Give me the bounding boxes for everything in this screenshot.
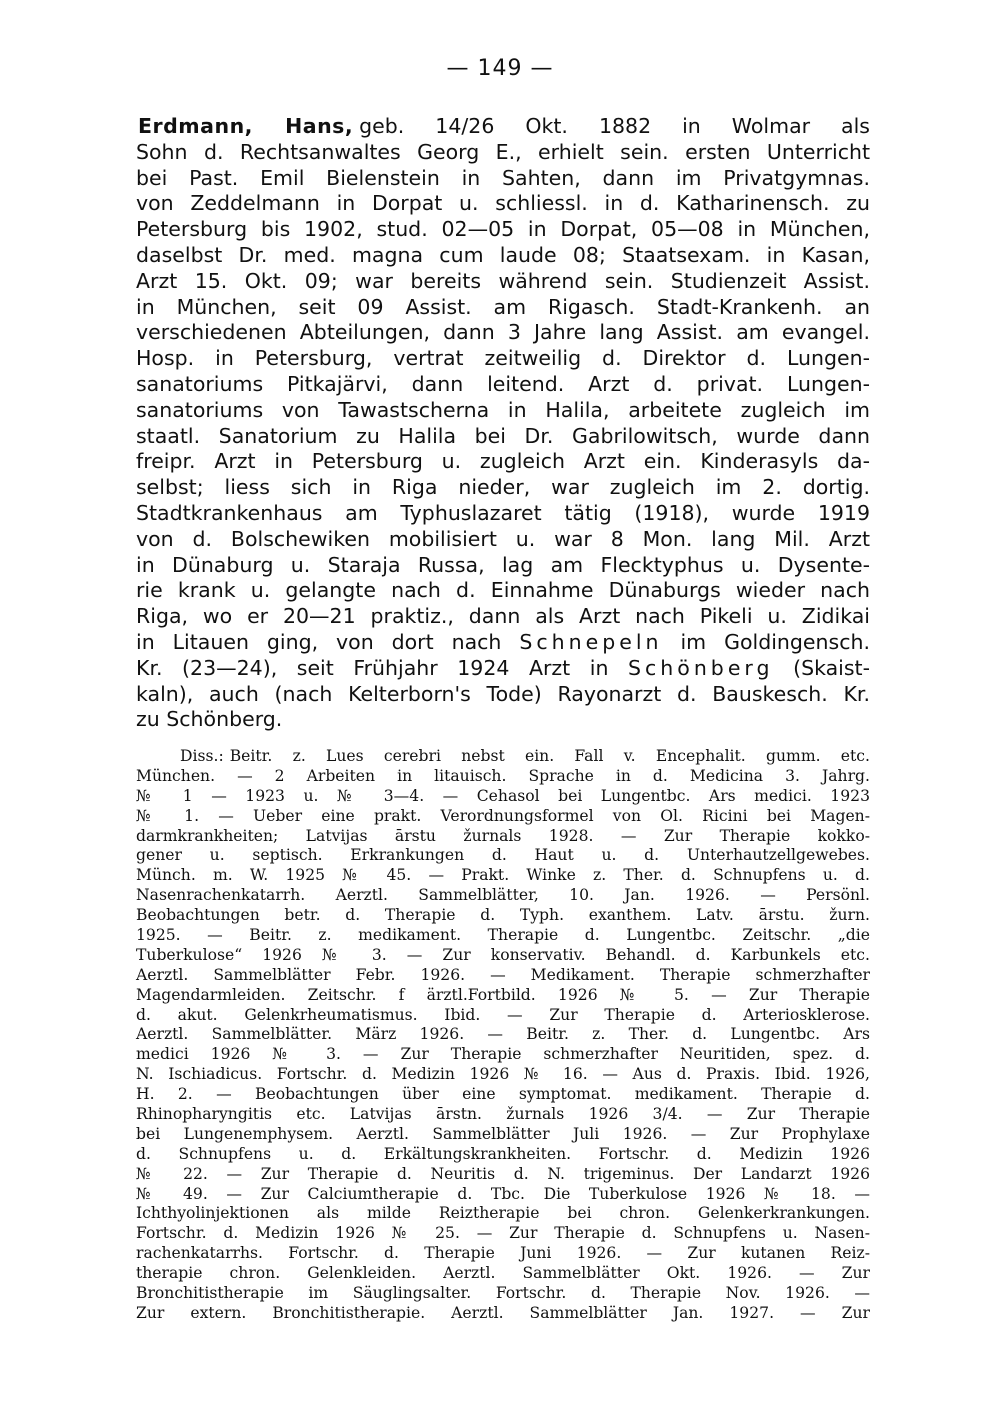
biography-line: Hosp. in Petersburg, vertrat zeitweilig d. Direktor d. Lungen- xyxy=(136,346,870,371)
biography-line-text: (Skaist- xyxy=(793,655,870,680)
dissertation-line: medici 1926 № 3. — Zur Therapie schmerzhafter Neuritiden, spez. d. xyxy=(136,1045,870,1064)
biography-line: sanatoriums Pitkajärvi, dann leitend. Arzt d. privat. Lungen- xyxy=(136,371,870,396)
biography-line-text: geb. 14/26 Okt. 1882 in Wolmar als xyxy=(359,114,870,138)
dissertation-line: Fortschr. d. Medizin 1926 № 25. — Zur Therapie d. Schnupfens u. Nasen- xyxy=(136,1224,870,1243)
biography-line-text: in Litauen ging, von dort nach xyxy=(136,629,502,654)
dissertation-line: № 1 — 1923 u. № 3—4. — Cehasol bei Lungentbc. Ars medici. 1923 xyxy=(136,786,870,805)
dissertation-line: München. — 2 Arbeiten in litauisch. Sprache in d. Medicina 3. Jahrg. xyxy=(136,766,870,785)
dissertation-line: Magendarmleiden. Zeitschr. f ärztl.Fortbild. 1926 № 5. — Zur Therapie xyxy=(136,985,870,1004)
dissertation-line: d. Schnupfens u. d. Erkältungskrankheiten. Fortschr. d. Medizin 1926 xyxy=(136,1144,870,1163)
dissertation-line: bei Lungenemphysem. Aerztl. Sammelblätter Juli 1926. — Zur Prophylaxe xyxy=(136,1124,870,1143)
dissertation-line: rachenkatarrhs. Fortschr. d. Therapie Juni 1926. — Zur kutanen Reiz- xyxy=(136,1244,870,1263)
dissertation-line: Beobachtungen betr. d. Therapie d. Typh. exanthem. Latv. ārstu. žurn. xyxy=(136,906,870,925)
biography-line: selbst; liess sich in Riga nieder, war zugleich im 2. dortig. xyxy=(136,475,870,500)
person-name: Erdmann, Hans, xyxy=(138,114,354,138)
dissertation-line: № 22. — Zur Therapie d. Neuritis d. N. trigeminus. Der Landarzt 1926 xyxy=(136,1164,870,1183)
biography-line: kaln), auch (nach Kelterborn's Tode) Rayonarzt d. Bauskesch. Kr. xyxy=(136,681,870,706)
biography-line: daselbst Dr. med. magna cum laude 08; Staatsexam. in Kasan, xyxy=(136,242,870,267)
dissertation-line: № 49. — Zur Calciumtherapie d. Tbc. Die Tuberkulose 1926 № 18. — xyxy=(136,1184,870,1203)
biography-line: rie krank u. gelangte nach d. Einnahme Dünaburgs wieder nach xyxy=(136,578,870,603)
place-name-spaced: Schönberg xyxy=(628,655,774,680)
dissertation-line-text: Beitr. z. Lues cerebri nebst ein. Fall v. Encephalit. gumm. etc. xyxy=(229,747,870,765)
dissertation-label: Diss.: xyxy=(180,747,224,765)
biography-line: in München, seit 09 Assist. am Rigasch. Stadt-Krankenh. an xyxy=(136,294,870,319)
biography-line: in Dünaburg u. Staraja Russa, lag am Flecktyphus u. Dysente- xyxy=(136,552,870,577)
dissertation-line xyxy=(136,747,870,767)
biography-line: staatl. Sanatorium zu Halila bei Dr. Gabrilowitsch, wurde dann xyxy=(136,423,870,448)
dissertation-section xyxy=(136,747,870,1324)
biography-line: Arzt 15. Okt. 09; war bereits während sein. Studienzeit Assist. xyxy=(136,268,870,293)
biography-line: verschiedenen Abteilungen, dann 3 Jahre lang Assist. am evangel. xyxy=(136,320,870,345)
dissertation-line: therapie chron. Gelenkleiden. Aerztl. Sammelblätter Okt. 1926. — Zur xyxy=(136,1264,870,1283)
biography-line-text: im Goldingensch. xyxy=(680,629,870,654)
biography-line-text: Kr. (23—24), seit Frühjahr 1924 Arzt in xyxy=(136,655,609,680)
dissertation-line: Nasenrachenkatarrh. Aerztl. Sammelblätter, 10. Jan. 1926. — Persönl. xyxy=(136,886,870,905)
dissertation-line: Zur extern. Bronchitistherapie. Aerztl. Sammelblätter Jan. 1927. — Zur xyxy=(136,1303,870,1322)
biography-line: bei Past. Emil Bielenstein in Sahten, dann im Privatgymnas. xyxy=(136,165,870,190)
place-name-spaced: Schnepeln xyxy=(519,629,663,654)
biography-line: Sohn d. Rechtsanwaltes Georg E., erhielt sein. ersten Unterricht xyxy=(136,139,870,164)
biography-line: freipr. Arzt in Petersburg u. zugleich Arzt ein. Kinderasyls da- xyxy=(136,449,870,474)
dissertation-line: 1925. — Beitr. z. medikament. Therapie d. Lungentbc. Zeitschr. „die xyxy=(136,926,870,945)
biography-line: zu Schönberg. xyxy=(136,707,283,732)
biography-line: Petersburg bis 1902, stud. 02—05 in Dorpat, 05—08 in München, xyxy=(136,217,870,242)
biography-line xyxy=(136,656,870,682)
biography-line: Stadtkrankenhaus am Typhuslazaret tätig (1918), wurde 1919 xyxy=(136,500,870,525)
dissertation-line: gener u. septisch. Erkrankungen d. Haut u. d. Unterhautzellgewebes. xyxy=(136,846,870,865)
biography-line: Riga, wo er 20—21 praktiz., dann als Arzt nach Pikeli u. Zidikai xyxy=(136,604,870,629)
dissertation-line: Aerztl. Sammelblätter. März 1926. — Beitr. z. Ther. d. Lungentbc. Ars xyxy=(136,1025,870,1044)
dissertation-line: d. akut. Gelenkrheumatismus. Ibid. — Zur Therapie d. Arteriosklerose. xyxy=(136,1005,870,1024)
biography-line xyxy=(136,630,870,656)
dissertation-line: Rhinopharyngitis etc. Latvijas ārstn. žurnals 1926 3/4. — Zur Therapie xyxy=(136,1105,870,1124)
biography-line: sanatoriums von Tawastscherna in Halila, arbeitete zugleich im xyxy=(136,397,870,422)
page-number: — 149 — xyxy=(446,56,554,81)
dissertation-line: H. 2. — Beobachtungen über eine symptomat. medikament. Therapie d. xyxy=(136,1085,870,1104)
dissertation-line: № 1. — Ueber eine prakt. Verordnungsformel von Ol. Ricini bei Magen- xyxy=(136,806,870,825)
biography-entry xyxy=(136,114,870,733)
dissertation-line: Bronchitistherapie im Säuglingsalter. Fortschr. d. Therapie Nov. 1926. — xyxy=(136,1284,870,1303)
dissertation-line: Münch. m. W. 1925 № 45. — Prakt. Winke z. Ther. d. Schnupfens u. d. xyxy=(136,866,870,885)
dissertation-line: Aerztl. Sammelblätter Febr. 1926. — Medikament. Therapie schmerzhafter xyxy=(136,965,870,984)
dissertation-line: darmkrankheiten; Latvijas ārstu žurnals 1928. — Zur Therapie kokko- xyxy=(136,826,870,845)
biography-line xyxy=(136,114,870,140)
dissertation-line: Tuberkulose“ 1926 № 3. — Zur konservativ. Behandl. d. Karbunkels etc. xyxy=(136,945,870,964)
biography-line: von Zeddelmann in Dorpat u. schliessl. in d. Katharinensch. zu xyxy=(136,191,870,216)
dissertation-line: N. Ischiadicus. Fortschr. d. Medizin 1926 № 16. — Aus d. Praxis. Ibid. 1926, xyxy=(136,1065,870,1084)
biography-line: von d. Bolschewiken mobilisiert u. war 8 Mon. lang Mil. Arzt xyxy=(136,526,870,551)
dissertation-line: Ichthyolinjektionen als milde Reiztherapie bei chron. Gelenkerkrankungen. xyxy=(136,1204,870,1223)
